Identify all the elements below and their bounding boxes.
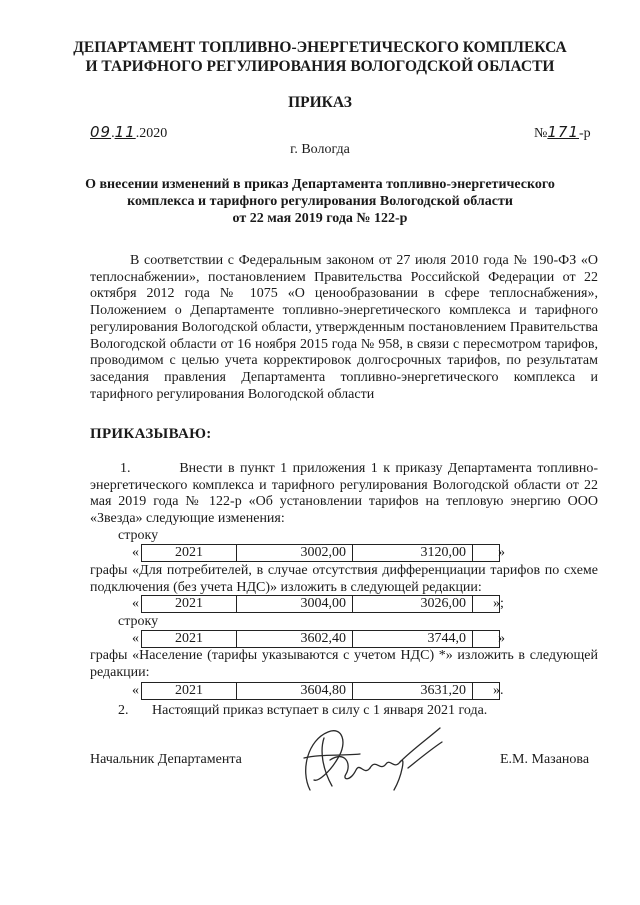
city: г. Вологда [290,142,350,157]
open-quote-3: « [132,631,139,646]
grafy-2-text: графы «Население (тарифы указываются с учетом НДС) *» изложить в следующей редакции: [90,648,598,680]
row3-empty-cell [473,631,500,648]
open-quote-4: « [132,683,139,698]
doc-type: ПРИКАЗ [288,94,352,111]
tariff-row-4 [141,682,500,700]
order-title [0,176,640,227]
signatory-name: Е.М. Мазанова [500,752,590,767]
number-suffix: -р [579,126,591,141]
date-day: 09 [90,123,112,141]
preamble-paragraph: В соответствии с Федеральным законом от 27 июля 2010 года № 190-ФЗ «О теплоснабжении», постановлением Правительства Российской Федерации от 22 октября 2012 года № 1075 «О ценообразовании в сфере теплоснабжения», Положением о Департаменте топливно-энергетического комплекса и тарифного регулирования Вологодской области, утвержденным постановлением Правительства Вологодской области от 16 ноября 2015 года № 958, в связи с пересмотром тарифов, проводимом с целью учета корректировок долгосрочных тарифов, по результатам заседания правления Департамента топливно-энергетического комплекса и тарифного регулирования Вологодской области [90,253,598,402]
department-line-2: И ТАРИФНОГО РЕГУЛИРОВАНИЯ ВОЛОГОДСКОЙ ОБЛАСТИ [85,58,555,75]
signatory-position: Начальник Департамента [90,752,242,767]
row4-value-1: 3604,80 [237,683,353,700]
close-quote-4: ». [493,683,504,698]
item-2-text: Настоящий приказ вступает в силу с 1 января 2021 года. [152,703,488,718]
close-quote-3: » [498,631,505,646]
row2-year: 2021 [142,596,237,613]
title-line-3: от 22 мая 2019 года № 122-р [232,211,408,226]
row4-value-2: 3631,20 [353,683,473,700]
order-number [534,123,591,142]
stroku-label-2: строку [118,614,159,629]
number-prefix: № [534,126,548,141]
stroku-label-1: строку [118,528,159,543]
row3-value-2: 3744,0 [353,631,473,648]
department-name [0,38,640,76]
open-quote-2: « [132,596,139,611]
row4-year: 2021 [142,683,237,700]
item-2-number: 2. [118,703,129,718]
order-date [90,123,167,142]
row1-year: 2021 [142,545,237,562]
row2-value-1: 3004,00 [237,596,353,613]
number-value: 171 [547,123,579,141]
item-1-text: 1. Внести в пункт 1 приложения 1 к приказу Департамента топливно-энергетического комплекса и тарифного регулирования Вологодской области от 22 мая 2019 года № 122-р «Об установлении тарифов на тепловую энергию ООО «Звезда» следующие изменения: [90,461,598,527]
tariff-row-1 [141,544,500,562]
row1-value-1: 3002,00 [237,545,353,562]
date-month: 11 [114,123,136,141]
tariff-row-2 [141,595,500,613]
grafy-1-text: графы «Для потребителей, в случае отсутствия дифференциации тарифов по схеме подключения (без учета НДС)» изложить в следующей редакции: [90,563,598,595]
close-quote-2: »; [493,596,504,611]
order-word: ПРИКАЗЫВАЮ: [90,426,212,442]
title-line-1: О внесении изменений в приказ Департамента топливно-энергетического [85,177,555,192]
open-quote-1: « [132,545,139,560]
department-line-1: ДЕПАРТАМЕНТ ТОПЛИВНО-ЭНЕРГЕТИЧЕСКОГО КОМПЛЕКСА [73,39,567,56]
row1-empty-cell [473,545,500,562]
row1-value-2: 3120,00 [353,545,473,562]
row3-value-1: 3602,40 [237,631,353,648]
close-quote-1: » [498,545,505,560]
signature-scribble [290,720,450,800]
row3-year: 2021 [142,631,237,648]
title-line-2: комплекса и тарифного регулирования Вологодской области [127,194,513,209]
row2-value-2: 3026,00 [353,596,473,613]
date-year: .2020 [135,126,168,141]
date-sep: . [111,126,115,141]
handwritten-signature [290,720,450,805]
tariff-row-3 [141,630,500,648]
